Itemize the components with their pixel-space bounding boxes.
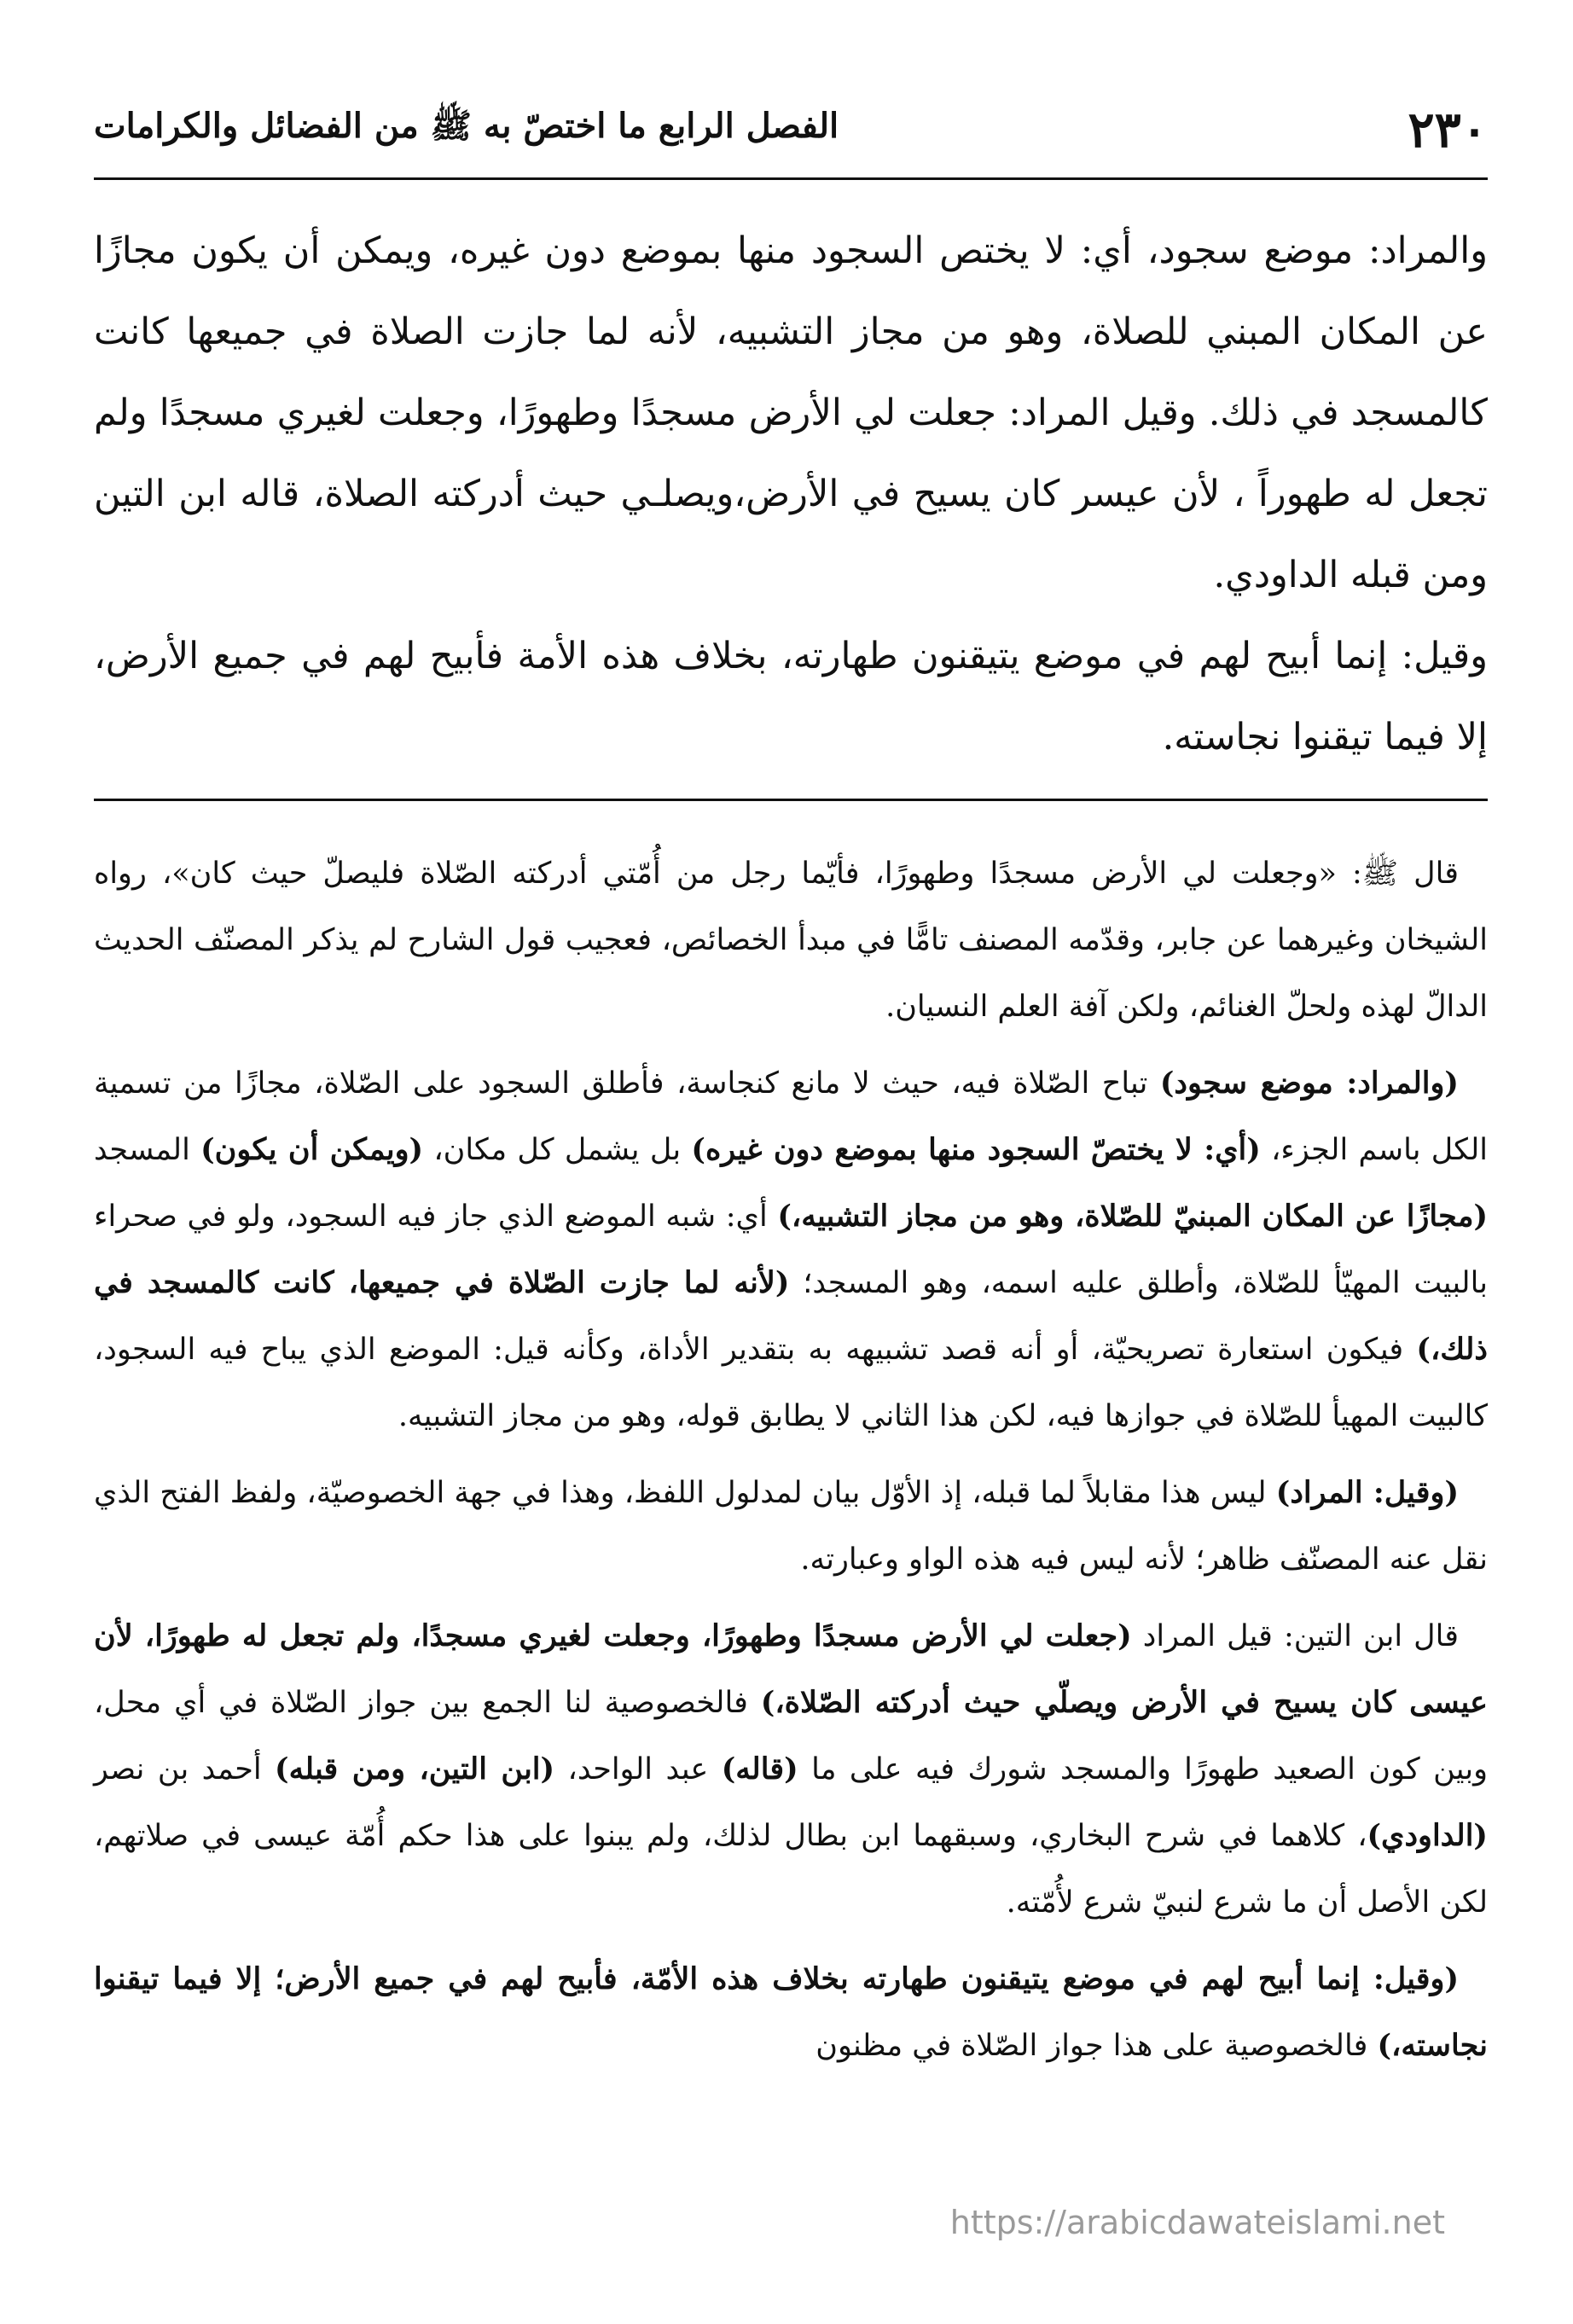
commentary-paragraph: قال ﷺ: «وجعلت لي الأرض مسجدًا وطهورًا، فأيّما رجل من أُمّتي أدركته الصّلاة فليصلّ حيث كان»، رواه الشيخان وغيرهما عن جابر، وقدّمه المصنف تامًّا في مبدأ الخصائص، فعجيب قول الشارح لم يذكر المصنّف الحديث الدالّ لهذه ولحلّ الغنائم، ولكن آفة العلم النسيان. <box>94 857 1488 1024</box>
quoted-phrase: (الداودي) <box>1367 1818 1488 1853</box>
watermark-url: https://arabicdawateislami.net <box>949 2204 1445 2241</box>
commentary-text: فالخصوصية لنا الجمع بين جواز الصّلاة في أي محل، وبين كون الصعيد طهورًا والمسجد شورك فيه على ما <box>94 1686 1488 1787</box>
commentary-text: فيكون استعارة تصريحيّة، أو أنه قصد تشبيهه به بتقدير الأداة، وكأنه قيل: الموضع الذي يباح فيه السجود، كالبيت المهيأ للصّلاة في جوازها فيه، لكن هذا الثاني لا يطابق قوله، وهو من مجاز التشبيه. <box>94 1333 1488 1433</box>
commentary <box>94 840 1488 2079</box>
quoted-phrase: (جعلت لي الأرض مسجدًا وطهورًا، وجعلت لغيري مسجدًا، ولم تجعل له طهورًا، لأن عيسى كان يسيح في الأرض ويصلّي حيث أدركته الصّلاة،) <box>94 1618 1488 1720</box>
header-rule <box>94 177 1488 180</box>
commentary-text: تباح الصّلاة فيه، حيث لا مانع كنجاسة، فأطلق السجود على الصّلاة، مجازًا من تسمية الكل باسم الجزء، <box>94 1066 1488 1167</box>
commentary-paragraph <box>94 1946 1488 2079</box>
commentary-text: عبد الواحد، <box>554 1752 722 1787</box>
commentary-text: بل يشمل كل مكان، <box>423 1133 692 1167</box>
commentary-paragraph <box>94 1050 1488 1450</box>
quoted-phrase: (أي: لا يختصّ السجود منها بموضع دون غيره) <box>691 1132 1261 1167</box>
quoted-phrase: (وقيل: المراد) <box>1275 1475 1459 1510</box>
quoted-phrase: (ابن التين، ومن قبله) <box>275 1752 555 1787</box>
quoted-phrase: (ويمكن أن يكون) <box>200 1132 424 1167</box>
commentary-paragraph <box>94 1460 1488 1593</box>
quoted-phrase: (وقيل: إنما أبيح لهم في موضع يتيقنون طهارته بخلاف هذه الأمّة، فأبيح لهم في جميع الأرض؛ إلا فيما تيقنوا نجاسته،) <box>94 1961 1488 2063</box>
commentary-text: قال ابن التين: قيل المراد <box>1131 1619 1459 1653</box>
running-title: الفصل الرابع ما اختصّ به ﷺ من الفضائل والكرامات <box>94 106 839 146</box>
commentary-text: ليس هذا مقابلاً لما قبله، إذ الأوّل بيان لمدلول اللفظ، وهذا في جهة الخصوصيّة، ولفظ الفتح الذي نقل عنه المصنّف ظاهر؛ لأنه ليس فيه هذه الواو وعبارته. <box>94 1476 1488 1577</box>
main-text <box>94 211 1488 778</box>
quoted-phrase: (لأنه لما جازت الصّلاة في جميعها، كانت كالمسجد في ذلك،) <box>94 1265 1488 1367</box>
main-text-paragraph: والمراد: موضع سجود، أي: لا يختص السجود منها بموضع دون غيره، ويمكن أن يكون مجازًا عن المكان المبني للصلاة، وهو من مجاز التشبيه، لأنه لما جازت الصلاة في جميعها كانت كالمسجد في ذلك. وقيل المراد: جعلت لي الأرض مسجدًا وطهورًا، وجعلت لغيري مسجدًا ولم تجعل له طهوراً ، لأن عيسر كان يسيح في الأرض،ويصلـي حيث أدركته الصلاة، قاله ابن التين ومن قبله الداودي. <box>94 229 1488 596</box>
commentary-text: ، كلاهما في شرح البخاري، وسبقهما ابن بطال لذلك، ولم يبنوا على هذا حكم أُمّة عيسى في صلاتهم، لكن الأصل أن ما شرع لنبيّ شرع لأُمّته. <box>94 1819 1488 1920</box>
section-divider <box>94 799 1488 801</box>
commentary-text: أي: شبه الموضع الذي جاز فيه السجود، ولو في صحراء بالبيت المهيّأ للصّلاة، وأطلق عليه اسمه، وهو المسجد؛ <box>94 1200 1488 1300</box>
commentary-text: المسجد <box>94 1133 201 1167</box>
page-number: ٢٣٠ <box>1408 101 1488 159</box>
quoted-phrase: (قاله) <box>721 1752 798 1787</box>
quoted-phrase: (مجازًا عن المكان المبنيّ للصّلاة، وهو من مجاز التشبيه،) <box>777 1199 1488 1234</box>
quoted-phrase: (والمراد: موضع سجود) <box>1159 1066 1459 1101</box>
book-page <box>94 94 1488 2089</box>
commentary-paragraph <box>94 1603 1488 1936</box>
commentary-text: أحمد بن نصر <box>94 1752 276 1787</box>
main-text-paragraph: وقيل: إنما أبيح لهم في موضع يتيقنون طهارته، بخلاف هذه الأمة فأبيح لهم في جميع الأرض، إلا فيما تيقنوا نجاسته. <box>94 635 1488 758</box>
commentary-text: فالخصوصية على هذا جواز الصّلاة في مظنون <box>816 2029 1378 2063</box>
page-header <box>94 94 1488 166</box>
